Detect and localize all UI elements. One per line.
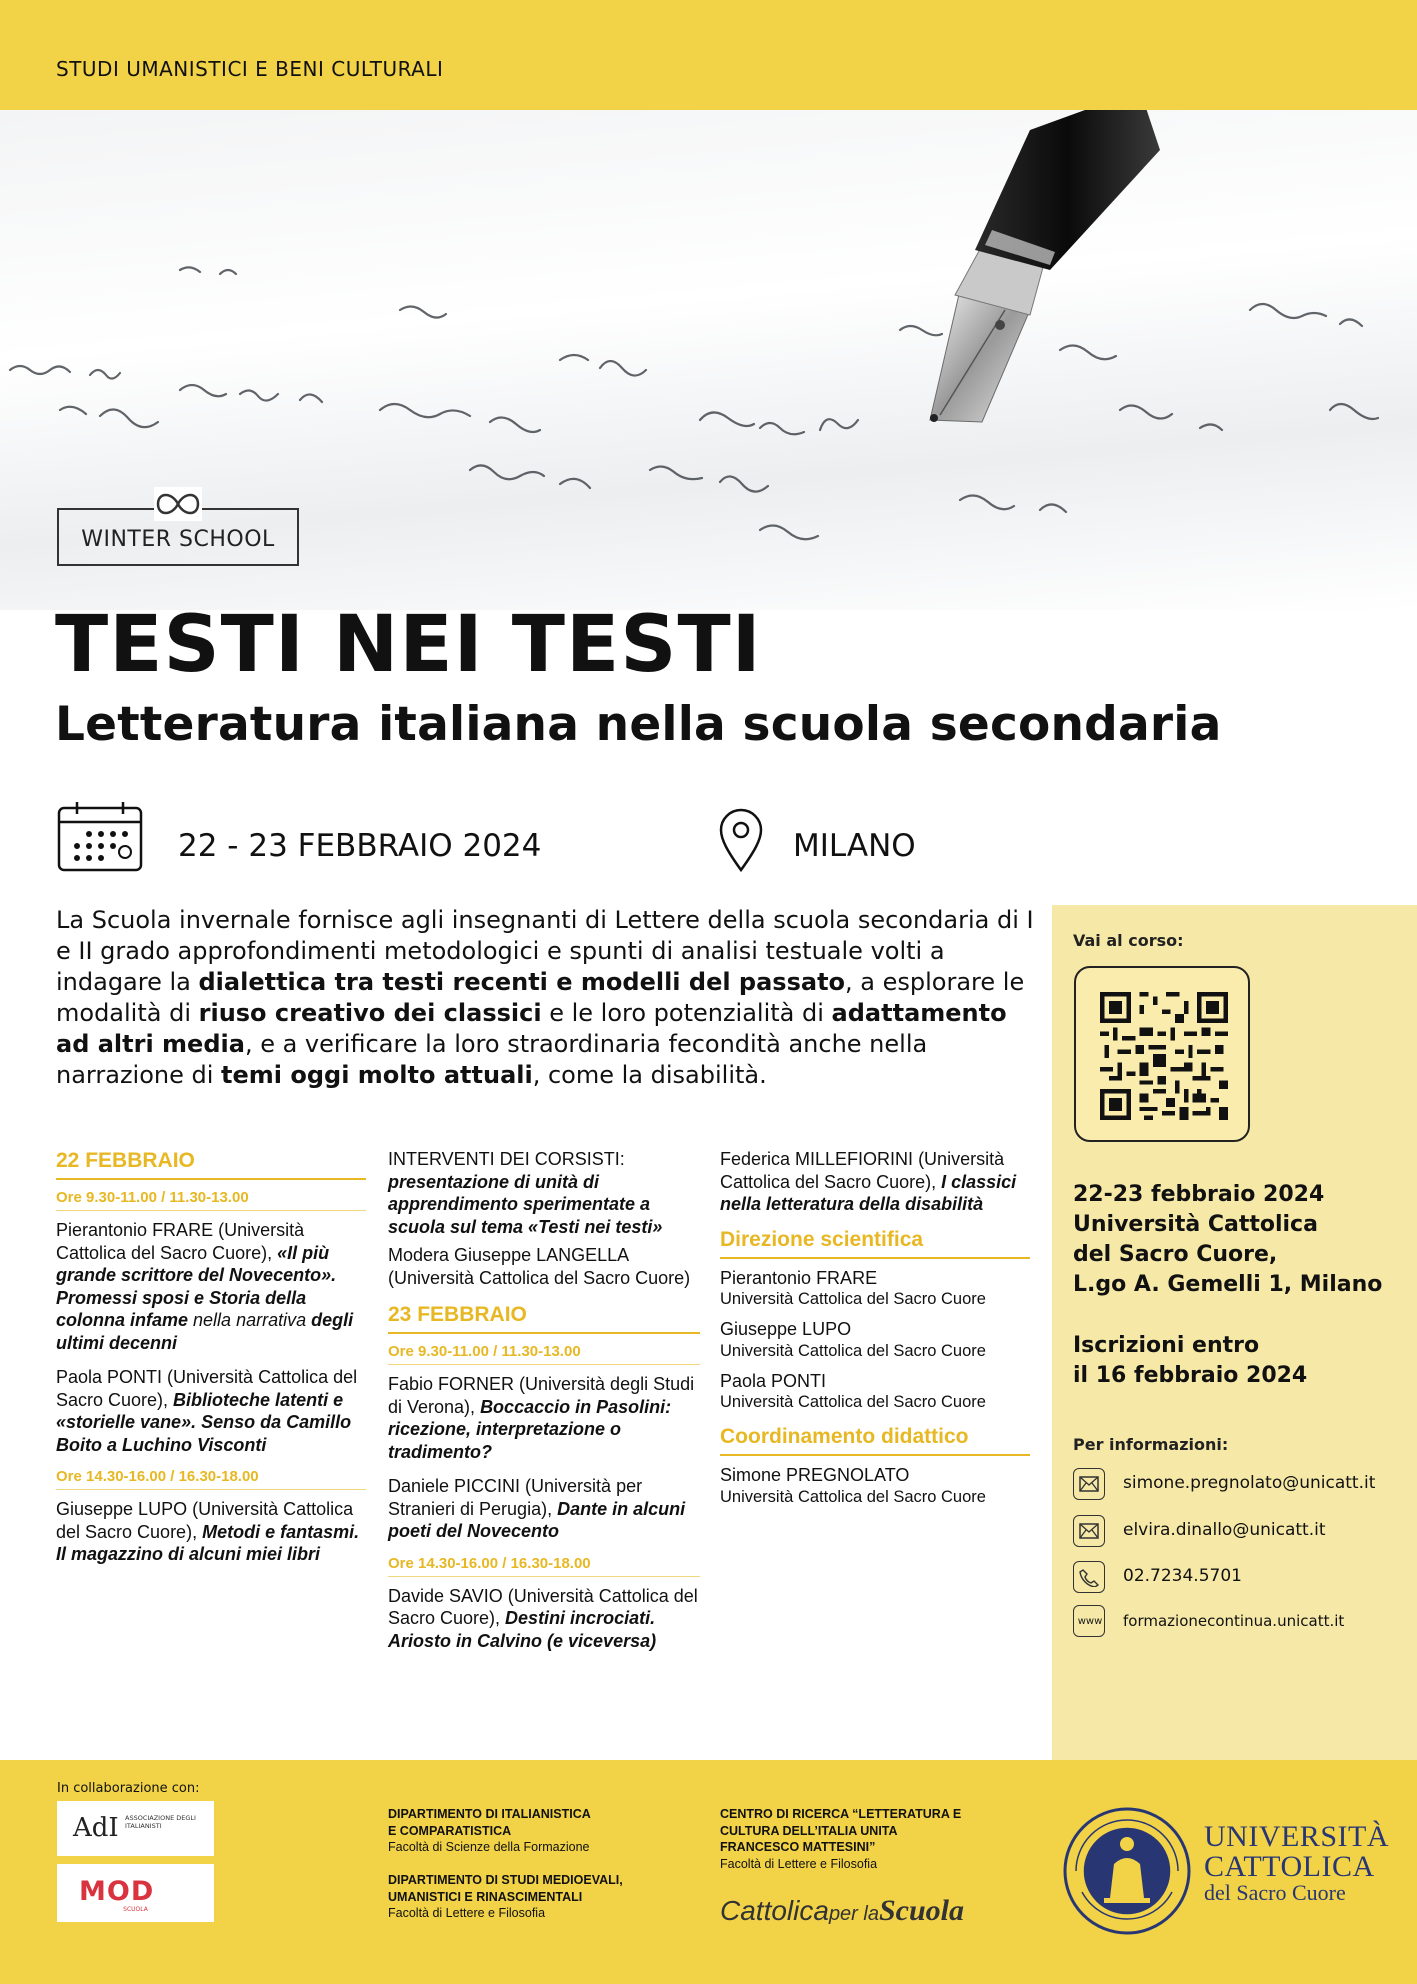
page-subtitle: Letteratura italiana nella scuola secondaria: [55, 697, 1222, 752]
university-seal-icon: [1062, 1806, 1192, 1940]
department-name: UMANISTICI E RINASCIMENTALI: [388, 1889, 583, 1904]
research-centre-block: [720, 1806, 961, 1872]
location-pin-icon: [718, 808, 764, 876]
talk-title: Metodi e fantasmi. Il magazzino di alcuni miei libri: [56, 1521, 360, 1564]
committee-member: [720, 1318, 1030, 1362]
talk-entry: [56, 1498, 366, 1566]
centre-name: CULTURA DELL’ITALIA UNITA: [720, 1823, 898, 1838]
intro-highlight: temi oggi molto attuali: [221, 1061, 533, 1089]
speaker-affiliation: (Università Cattolica del Sacro Cuore),: [56, 1220, 305, 1263]
email-link[interactable]: elvira.dinallo@unicatt.it: [1123, 1520, 1326, 1540]
department-name: DIPARTIMENTO DI ITALIANISTICA: [388, 1807, 591, 1821]
adi-logo-letters: AdI: [73, 1813, 119, 1843]
summary-venue: Università Cattolica: [1073, 1212, 1318, 1237]
section-heading: Direzione scientifica: [720, 1228, 1030, 1259]
speaker-affiliation: (Università degli Studi di Verona),: [388, 1374, 695, 1417]
talk-title: Biblioteche latenti e «storielle vane». Senso da Camillo Boito a Luchino Visconti: [56, 1389, 352, 1455]
day-heading: 22 FEBBRAIO: [56, 1149, 366, 1180]
email-link[interactable]: simone.pregnolato@unicatt.it: [1123, 1473, 1376, 1493]
summary-venue: del Sacro Cuore,: [1073, 1242, 1278, 1267]
speaker-name: Federica MILLEFIORINI: [720, 1149, 914, 1169]
phone-icon: [1073, 1561, 1105, 1593]
adi-logo-subtitle: ASSOCIAZIONE DEGLI ITALIANISTI: [125, 1814, 196, 1830]
summary-dates: 22-23 febbraio 2024: [1073, 1182, 1325, 1207]
program-column-2: [388, 1148, 700, 1664]
cattolica-per-la-scuola-logo: [720, 1894, 964, 1928]
registration-line: il 16 febbraio 2024: [1073, 1363, 1308, 1388]
talk-entry: [388, 1475, 700, 1543]
faculty-name: Facoltà di Lettere e Filosofia: [720, 1856, 878, 1871]
time-slot: Ore 14.30-16.00 / 16.30-18.00: [388, 1555, 700, 1577]
interventi-block: [388, 1148, 700, 1238]
intro-paragraph: [56, 905, 1036, 1091]
talk-title: (e viceversa): [542, 1630, 657, 1651]
speaker-name: Giuseppe LUPO: [56, 1499, 188, 1519]
talk-title: Destini incrociati. Ariosto in Calvino: [388, 1608, 656, 1651]
phone-number[interactable]: 02.7234.5701: [1123, 1566, 1242, 1586]
day-heading: 23 FEBBRAIO: [388, 1303, 700, 1334]
speaker-name: Daniele PICCINI: [388, 1476, 521, 1496]
intro-text: La Scuola invernale fornisce agli insegnanti di Lettere della scuola secondaria di I e II grado approfondimenti metodologici e spunti di analisi testuale volti a indagare la: [56, 906, 1034, 996]
program-column-3: [720, 1148, 1030, 1520]
intro-highlight: adattamento ad altri media: [56, 999, 1007, 1058]
qr-code[interactable]: [1074, 966, 1250, 1142]
intro-text: e le loro potenzialità di: [541, 999, 832, 1027]
winter-school-badge: [57, 487, 299, 566]
contact-phone[interactable]: [1073, 1561, 1413, 1595]
mod-logo-subtitle: SCUOLA: [123, 1906, 148, 1913]
speaker-affiliation: (Università Cattolica del Sacro Cuore),: [56, 1499, 354, 1542]
qr-code-icon: [1100, 992, 1228, 1120]
department-name: E COMPARATISTICA: [388, 1823, 512, 1838]
website-link[interactable]: formazionecontinua.unicatt.it: [1123, 1612, 1345, 1630]
talk-title: Boccaccio in Pasolini: ricezione, interpretazione o tradimento?: [388, 1396, 672, 1462]
contact-website[interactable]: [1073, 1605, 1413, 1639]
speaker-name: Pierantonio FRARE: [56, 1220, 214, 1240]
talk-title: nella narrativa: [188, 1310, 307, 1330]
talk-entry: [56, 1219, 366, 1354]
intro-text: , e a verificare la loro straordinaria fecondità anche nella narrazione di: [56, 1030, 928, 1089]
event-city: MILANO: [793, 828, 916, 864]
contacts-heading: Per informazioni:: [1073, 1435, 1229, 1454]
top-band: [0, 0, 1417, 110]
mod-logo: [57, 1864, 214, 1922]
cps-word: Cattolica: [720, 1895, 829, 1926]
www-icon: [1073, 1605, 1105, 1637]
page-title: TESTI NEI TESTI: [55, 600, 762, 690]
speaker-affiliation: (Università Cattolica del Sacro Cuore),: [388, 1585, 698, 1628]
adi-logo: [57, 1801, 214, 1856]
interventi-title: presentazione di unità di apprendimento sperimentate a scuola sul tema «Testi nei testi»: [388, 1171, 663, 1237]
infinity-logo-icon: [154, 487, 202, 521]
time-slot: Ore 14.30-16.00 / 16.30-18.00: [56, 1468, 366, 1490]
speaker-affiliation: (Università Cattolica del Sacro Cuore),: [720, 1149, 1005, 1192]
member-name: Giuseppe LUPO: [720, 1319, 852, 1339]
committee-member: [720, 1370, 1030, 1414]
event-dates: 22 - 23 FEBBRAIO 2024: [178, 828, 542, 864]
talk-entry: [720, 1148, 1030, 1216]
intro-highlight: riuso creativo dei classici: [198, 999, 542, 1027]
speaker-name: Fabio FORNER: [388, 1374, 515, 1394]
contact-email-1[interactable]: [1073, 1468, 1413, 1502]
collaboration-label: In collaborazione con:: [57, 1781, 200, 1796]
committee-member: [720, 1267, 1030, 1311]
intro-text: , come la disabilità.: [532, 1061, 767, 1089]
section-heading: Coordinamento didattico: [720, 1425, 1030, 1456]
speaker-name: Paola PONTI: [56, 1367, 163, 1387]
member-affiliation: Università Cattolica del Sacro Cuore: [720, 1393, 986, 1411]
interventi-label: INTERVENTI DEI CORSISTI:: [388, 1149, 625, 1169]
department-name: DIPARTIMENTO DI STUDI MEDIOEVALI,: [388, 1873, 623, 1887]
www-badge: www: [1077, 1616, 1103, 1627]
contact-email-2[interactable]: [1073, 1515, 1413, 1549]
speaker-name: Davide SAVIO: [388, 1585, 503, 1606]
member-affiliation: Università Cattolica del Sacro Cuore: [720, 1487, 986, 1506]
department-block: [388, 1806, 591, 1856]
intro-highlight: dialettica tra testi recenti e modelli del passato: [198, 968, 846, 996]
university-wordmark: [1204, 1822, 1389, 1904]
member-name: Simone PREGNOLATO: [720, 1465, 910, 1485]
summary-address: L.go A. Gemelli 1, Milano: [1073, 1272, 1383, 1297]
cps-word: Scuola: [878, 1894, 964, 1927]
talk-entry: [388, 1585, 700, 1653]
mail-icon: [1073, 1515, 1105, 1547]
member-name: Pierantonio FRARE: [720, 1267, 878, 1288]
intro-text: , a esplorare le modalità di: [56, 968, 1025, 1027]
department-block: [388, 1872, 623, 1922]
member-name: Paola PONTI: [720, 1370, 827, 1391]
speaker-affiliation: (Università Cattolica del Sacro Cuore),: [56, 1367, 358, 1410]
member-affiliation: Università Cattolica del Sacro Cuore: [720, 1341, 986, 1360]
university-name: UNIVERSITÀ: [1204, 1820, 1389, 1853]
moderator: Modera Giuseppe LANGELLA (Università Cattolica del Sacro Cuore): [388, 1245, 691, 1288]
winter-school-label: WINTER SCHOOL: [81, 527, 275, 552]
talk-entry: [388, 1373, 700, 1463]
department-label: STUDI UMANISTICI E BENI CULTURALI: [56, 57, 444, 81]
mod-logo-letters: MOD: [79, 1876, 155, 1907]
mail-icon: [1073, 1468, 1105, 1500]
time-slot: Ore 9.30-11.00 / 11.30-13.00: [56, 1189, 366, 1211]
time-slot: Ore 9.30-11.00 / 11.30-13.00: [388, 1343, 700, 1365]
talk-entry: [56, 1366, 366, 1456]
cps-word: per la: [828, 1903, 879, 1925]
calendar-icon: [57, 800, 143, 876]
talk-title: degli ultimi decenni: [56, 1310, 354, 1353]
university-name: CATTOLICA: [1204, 1850, 1375, 1883]
centre-name: CENTRO DI RICERCA “LETTERATURA E: [720, 1807, 962, 1821]
talk-title: Dante in alcuni poeti del Novecento: [388, 1498, 686, 1541]
centre-name: FRANCESCO MATTESINI”: [720, 1840, 876, 1854]
program-column-1: [56, 1149, 366, 1578]
faculty-name: Facoltà di Lettere e Filosofia: [388, 1906, 546, 1920]
talk-title: I classici nella letteratura della disabilità: [720, 1171, 1017, 1214]
faculty-name: Facoltà di Scienze della Formazione: [388, 1840, 590, 1854]
registration-deadline: [1073, 1331, 1307, 1391]
member-affiliation: Università Cattolica del Sacro Cuore: [720, 1290, 986, 1308]
course-link-label: Vai al corso:: [1073, 931, 1184, 950]
speaker-affiliation: (Università per Stranieri di Perugia),: [388, 1476, 643, 1519]
talk-title: «Il più grande scrittore del Novecento». Promessi sposi e Storia della colonna infame: [56, 1242, 337, 1330]
university-name: del Sacro Cuore: [1204, 1880, 1346, 1905]
event-summary: [1073, 1180, 1382, 1300]
committee-member: [720, 1464, 1030, 1508]
registration-line: Iscrizioni entro: [1073, 1333, 1260, 1358]
